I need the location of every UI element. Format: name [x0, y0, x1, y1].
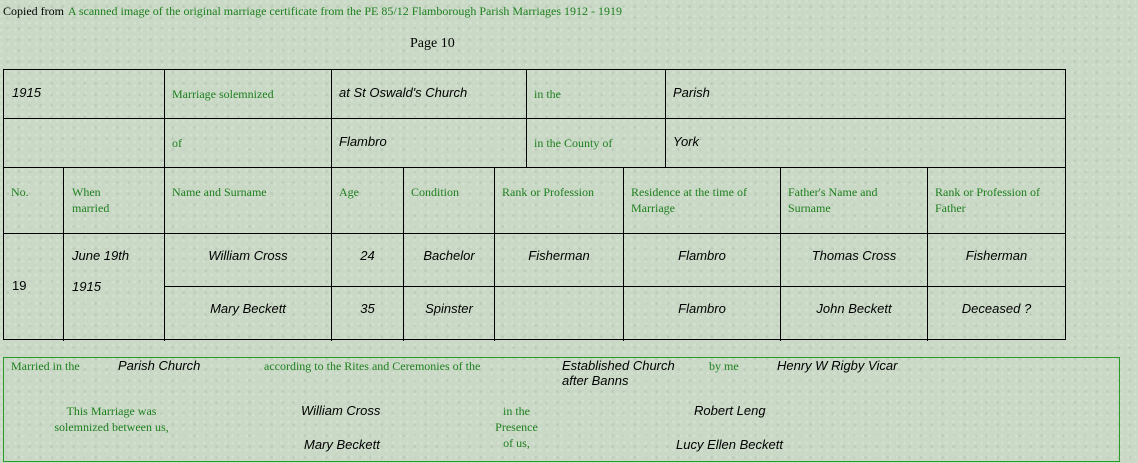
bride-name: Mary Beckett: [210, 301, 286, 316]
county-label: in the County of: [534, 136, 613, 150]
entry-date-2: 1915: [72, 279, 101, 294]
married-in-label: Married in the: [11, 359, 80, 373]
col-header-rank: Rank or Profession: [502, 185, 594, 199]
groom-name: William Cross: [208, 248, 288, 263]
col-header-residence-2: Marriage: [631, 201, 675, 215]
solemnization-box: [3, 357, 1120, 462]
established-church: Established Church: [562, 358, 675, 373]
page-label: Page 10: [410, 36, 455, 51]
groom-father-rank: Fisherman: [965, 248, 1028, 263]
parish-value: Parish: [673, 85, 710, 100]
presence-label-3: of us,: [503, 436, 530, 450]
presence-label-1: in the: [503, 404, 530, 418]
solemnized-label-1: This Marriage was: [66, 404, 157, 418]
groom-rank: Fisherman: [528, 248, 590, 263]
bride-father-rank: Deceased ?: [961, 301, 1032, 316]
grid-line: [164, 70, 165, 233]
register-year: 1915: [12, 85, 41, 100]
groom-father: Thomas Cross: [811, 248, 897, 263]
entry-date-1: June 19th: [72, 248, 130, 263]
grid-line: [665, 70, 666, 167]
bride-age: 35: [360, 301, 375, 316]
town-value: Flambro: [339, 134, 387, 149]
col-header-residence-1: Residence at the time of: [631, 185, 747, 199]
bride-residence: Flambro: [678, 301, 726, 316]
marriage-register-table: [3, 69, 1066, 340]
church-type: Parish Church: [118, 358, 201, 373]
col-header-father-rank-1: Rank or Profession of: [935, 185, 1040, 199]
bride-condition: Spinster: [425, 301, 473, 316]
groom-residence: Flambro: [678, 248, 726, 263]
col-header-father-1: Father's Name and: [788, 185, 878, 199]
church-place: at St Oswald's Church: [339, 85, 468, 100]
col-header-name: Name and Surname: [172, 185, 267, 199]
officiant: Henry W Rigby Vicar: [777, 358, 898, 373]
solemnized-label-2: solemnized between us,: [54, 420, 169, 434]
by-me-label: by me: [709, 359, 739, 373]
marriage-solemnized-label: Marriage solemnized: [172, 87, 274, 101]
witness-2: Lucy Ellen Beckett: [676, 437, 783, 452]
in-the-label: in the: [534, 87, 561, 101]
col-header-father-2: Surname: [788, 201, 831, 215]
source-line: [3, 4, 622, 19]
grid-line: [331, 70, 332, 233]
col-header-father-rank-2: Father: [935, 201, 966, 215]
presence-label-2: Presence: [495, 420, 538, 434]
after-banns: after Banns: [562, 373, 629, 388]
entry-number: 19: [12, 278, 27, 293]
groom-age: 24: [360, 248, 375, 263]
col-header-when-2: married: [72, 201, 110, 215]
rites-label: according to the Rites and Ceremonies of the: [264, 359, 481, 373]
bride-signature: Mary Beckett: [304, 437, 380, 452]
grid-line: [63, 167, 64, 341]
witness-1: Robert Leng: [694, 403, 766, 418]
county-value: York: [673, 134, 700, 149]
source-link[interactable]: A scanned image of the original marriage certificate from the PE 85/12 Flamborough Parish Marriages 1912 - 1919: [67, 4, 623, 18]
col-header-when-1: When: [72, 185, 101, 199]
grid-line: [165, 286, 1065, 287]
source-prefix: Copied from: [3, 4, 64, 18]
bride-father: John Beckett: [816, 301, 892, 316]
groom-signature: William Cross: [301, 403, 381, 418]
grid-line: [526, 70, 527, 167]
of-label: of: [172, 136, 182, 150]
col-header-condition: Condition: [411, 185, 460, 199]
groom-condition: Bachelor: [423, 248, 475, 263]
col-header-no: No.: [11, 185, 29, 199]
col-header-age: Age: [339, 185, 359, 199]
